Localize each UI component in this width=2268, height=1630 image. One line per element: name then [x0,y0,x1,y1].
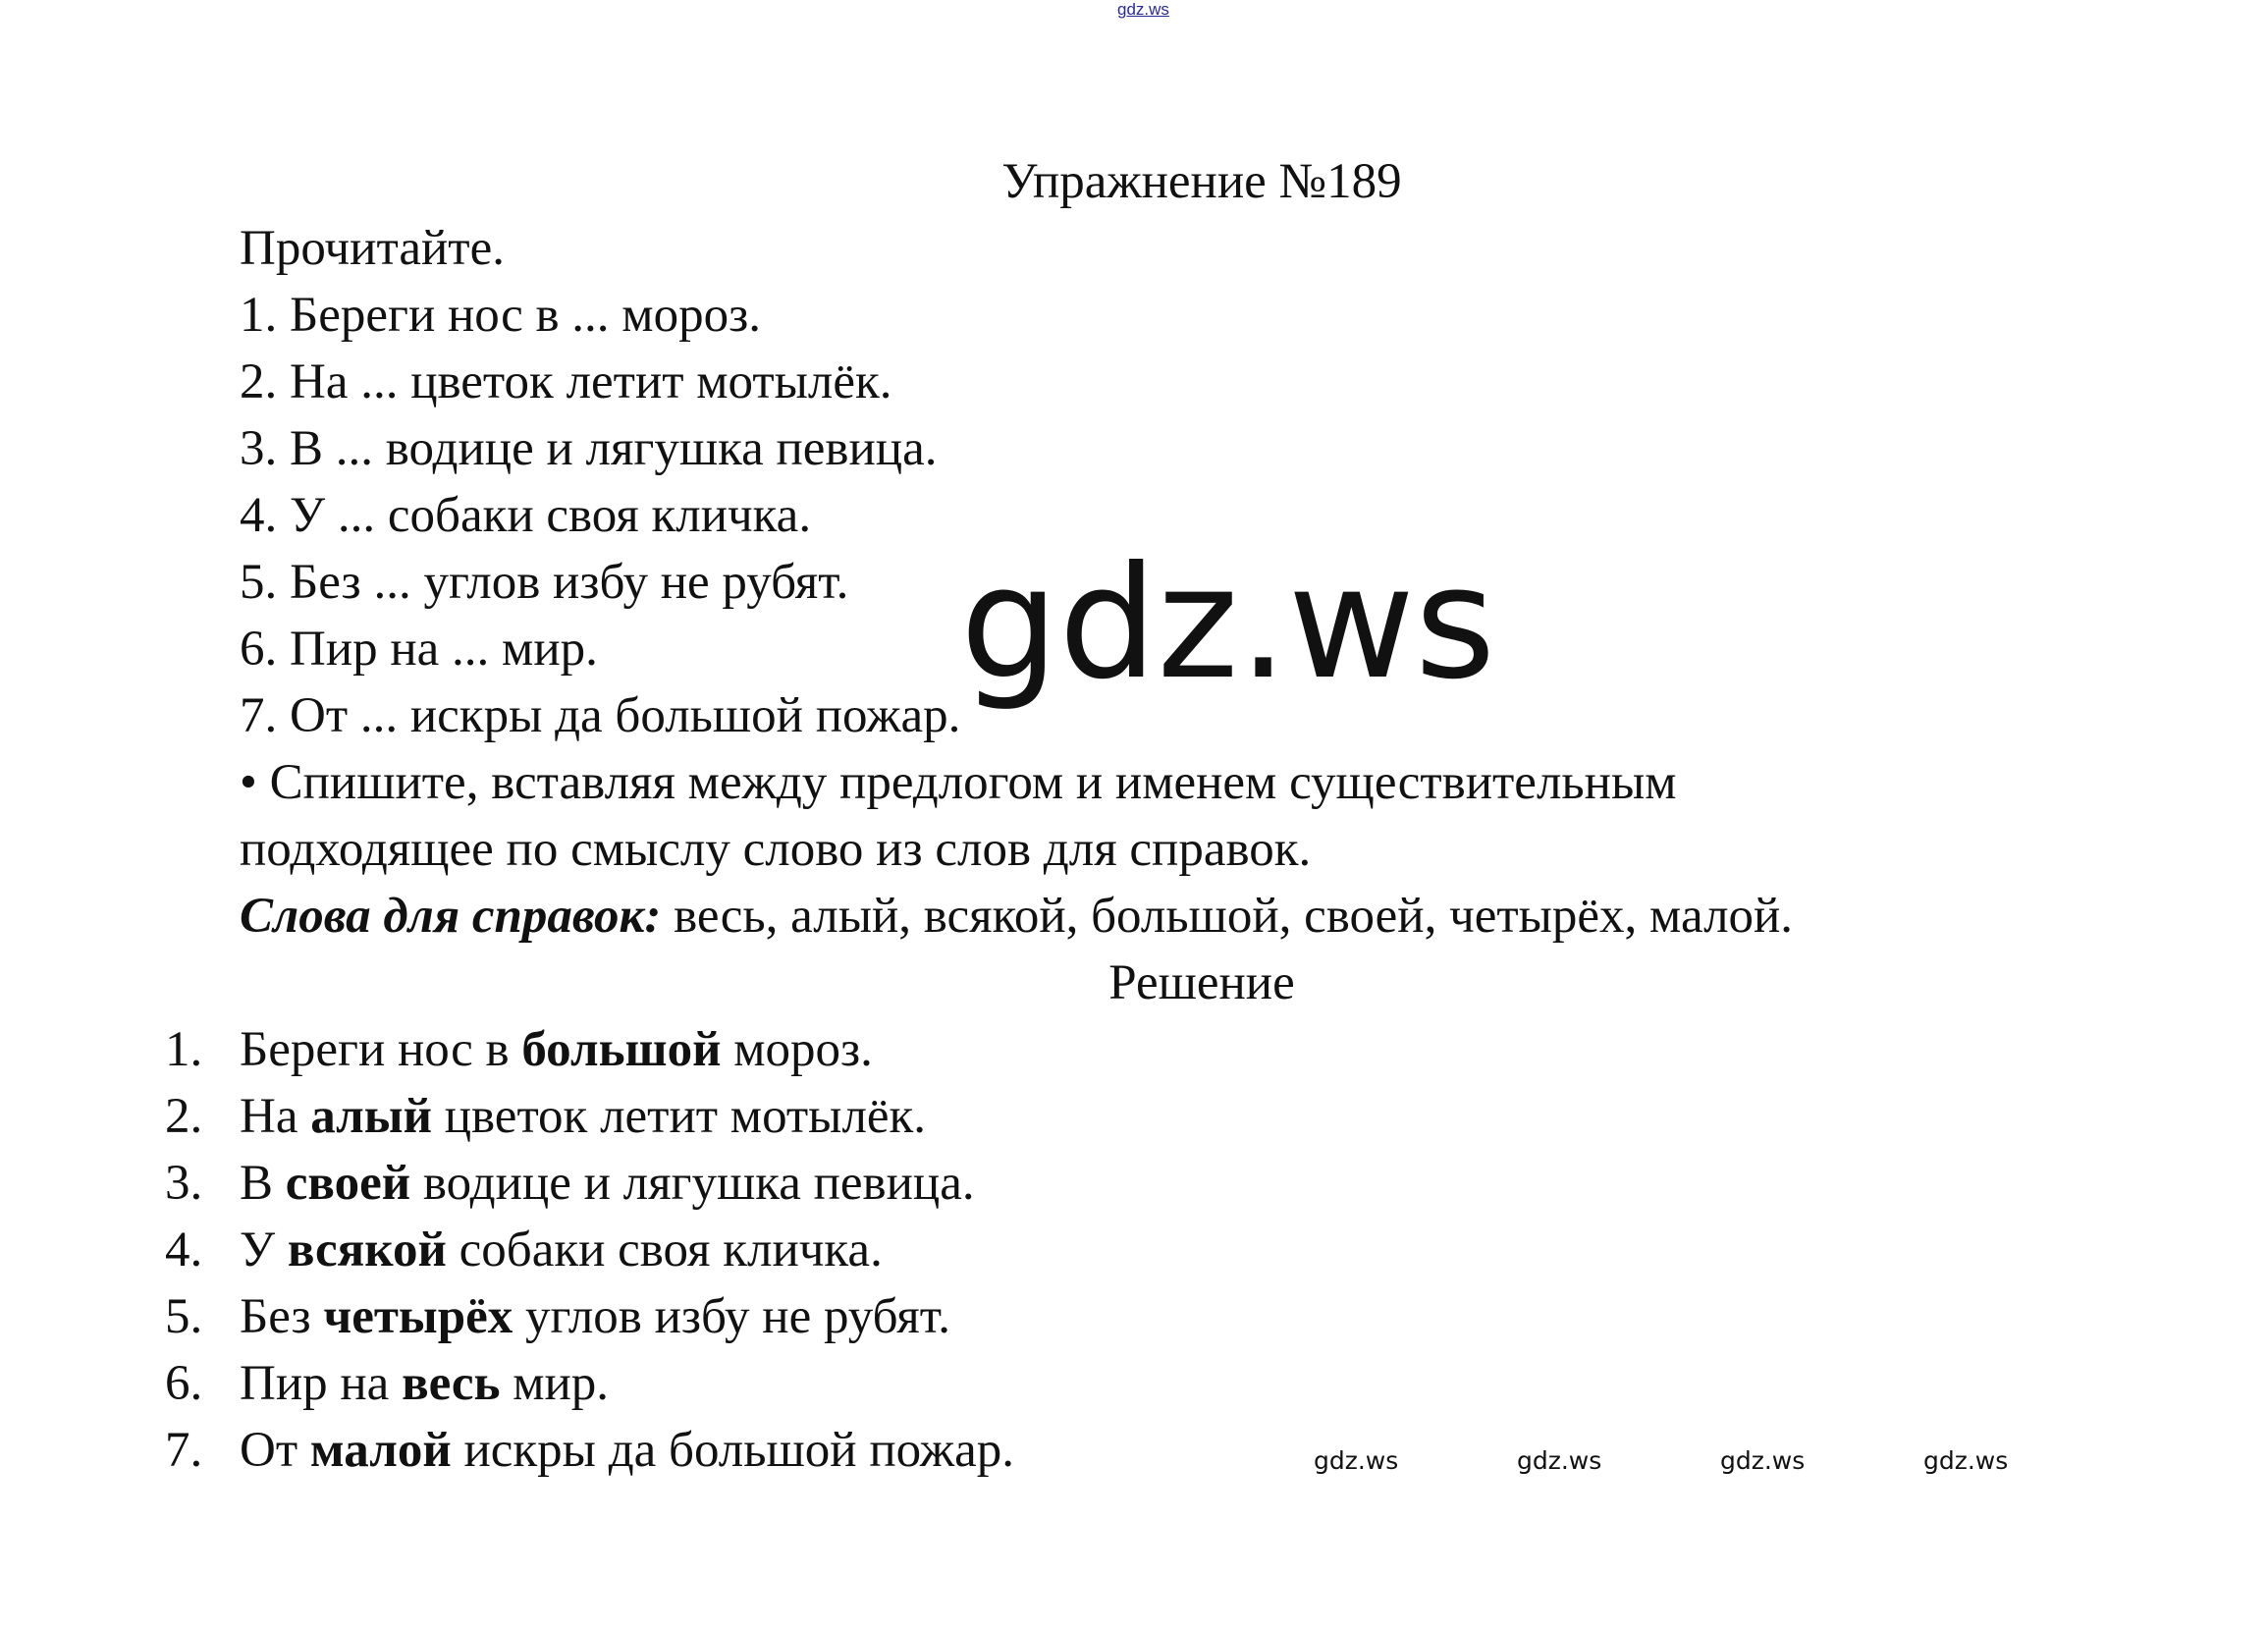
answer-text-before: В [240,1156,286,1211]
exercise-item-7: 7. От ... искры да большой пожар. [240,688,961,743]
answer-number: 7. [165,1423,203,1478]
exercise-item-2: 2. На ... цветок летит мотылёк. [240,354,892,409]
answer-text-after: водице и лягушка певица. [410,1156,975,1211]
answer-text-before: У [240,1222,288,1277]
answer-inserted-word: своей [285,1156,411,1211]
task-text-line-1: • Спишите, вставляя между предлогом и именем существительным [240,755,1677,810]
answer-inserted-word: весь [402,1356,501,1411]
answer-item-5 [165,1287,950,1346]
answer-number: 1. [165,1022,203,1077]
answer-inserted-word: малой [309,1423,452,1478]
answer-text-after: собаки своя кличка. [446,1222,883,1277]
exercise-item-3: 3. В ... водице и лягушка певица. [240,421,938,476]
instruction-text: Прочитайте. [240,221,505,276]
answer-number: 5. [165,1289,203,1344]
answer-number: 2. [165,1089,203,1144]
answer-text-after: углов избу не рубят. [513,1289,950,1344]
answer-text-before: На [240,1089,311,1144]
answer-text-after: цветок летит мотылёк. [431,1089,927,1144]
exercise-item-6: 6. Пир на ... мир. [240,622,598,677]
answer-text-before: Пир на [240,1356,403,1411]
task-text-line-2: подходящее по смыслу слово из слов для справок. [240,822,1312,877]
answer-item-1 [165,1020,873,1079]
bottom-watermark-4: gdz.ws [1923,1446,2009,1475]
exercise-item-5: 5. Без ... углов избу не рубят. [240,555,849,610]
exercise-item-1: 1. Береги нос в ... мороз. [240,288,761,343]
top-watermark-link[interactable]: gdz.ws [1117,0,1169,19]
solution-title: Решение [1108,955,1295,1010]
answer-number: 6. [165,1356,203,1411]
answer-inserted-word: большой [521,1022,722,1077]
answer-inserted-word: четырёх [323,1289,513,1344]
reference-words-line [240,887,1793,946]
answer-item-3 [165,1154,975,1213]
answer-item-6 [165,1354,609,1413]
answer-inserted-word: алый [310,1089,432,1144]
answer-inserted-word: всякой [287,1222,447,1277]
exercise-item-4: 4. У ... собаки своя кличка. [240,488,812,543]
answer-item-4 [165,1221,883,1279]
answer-text-before: Береги нос в [240,1022,522,1077]
bottom-watermark-3: gdz.ws [1720,1446,1806,1475]
reference-words: весь, алый, всякой, большой, своей, четырёх, малой. [661,889,1794,944]
exercise-title: Упражнение №189 [1001,154,1402,209]
answer-text-after: мир. [500,1356,610,1411]
bottom-watermark-2: gdz.ws [1517,1446,1602,1475]
answer-number: 4. [165,1222,203,1277]
answer-text-after: искры да большой пожар. [451,1423,1014,1478]
bottom-watermark-1: gdz.ws [1314,1446,1399,1475]
reference-label: Слова для справок: [240,889,662,944]
answer-item-2 [165,1087,926,1146]
answer-item-7 [165,1421,1014,1480]
answer-text-before: Без [240,1289,324,1344]
answer-number: 3. [165,1156,203,1211]
answer-text-before: От [240,1423,310,1478]
center-watermark: gdz.ws [960,533,1496,714]
answer-text-after: мороз. [721,1022,873,1077]
